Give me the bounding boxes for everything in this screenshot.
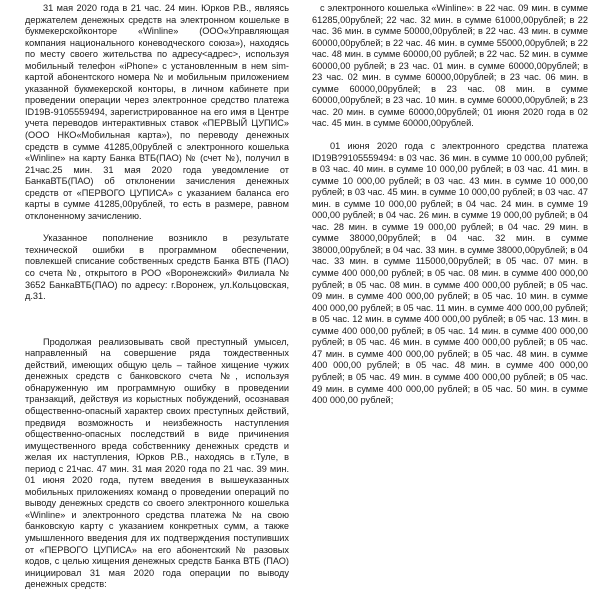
- paragraph-technical-error: Указанное пополнение возникло в результате технической ошибки в программном обеспечении, повлекшей списание собственных средств Банка ВТБ (ПАО) со счета №, открытого в РОО «Воронежский» Филиала № 3652 БанкаВТБ(ПАО) по адресу: г.Воронеж, ул.Кольцовская, д.31.: [25, 233, 289, 302]
- right-column: [312, 3, 588, 407]
- paragraph-payment-withdrawals: 01 июня 2020 года с электронного средства платежа ID19В?9105559494: в 03 час. 36 мин. в сумме 10 000,00 рублей; в 03 час. 40 мин. в сумме 10 000,00 рублей; в 03 час. 41 мин. в сумме 10 000,00 рублей; в 03 час. 43 мин. в сумме 10 000,00 рублей; в 03 час. 45 мин. в сумме 10 000,00 рублей; в 03 час. 47 мин. в сумме 10 000,00 рублей; в 04 час. 24 мин. в сумме 19 000,00 рублей; в 04 час. 26 мин. в сумме 19 000,00 рублей; в 04 час. 28 мин. в сумме 19 000,00 рублей; в 04 час. 29 мин. в сумме 38000,00рублей; в 04 час. 32 мин. в сумме 38000,00рублей; в 04 час. 33 мин. в сумме 38000,00рублей; в 04 час. 33 мин. в сумме 115000,00рублей; в 05 час. 07 мин. в сумме 400 000,00 рублей; в 05 час. 08 мин. в сумме 400 000,00 рублей; в 05 час. 08 мин. в сумме 400 000,00 рублей; в 05 час. 09 мин. в сумме 400 000,00 рублей; в 05 час. 10 мин. в сумме 400 000,00 рублей; в 05 час. 11 мин. в сумме 400 000,00 рублей; в 05 час. 12 мин. в сумме 400 000,00 рублей; в 05 час. 13 мин. в сумме 400 000,00 рублей; в 05 час. 14 мин. в сумме 400 000,00 рублей; в 05 час. 46 мин. в сумме 400 000,00 рублей; в 05 час. 47 мин. в сумме 400 000,00 рублей; в 05 час. 48 мин. в сумме 400 000,00 рублей; в 05 час. 48 мин. в сумме 400 000,00 рублей; в 05 час. 49 мин. в сумме 400 000,00 рублей; в 05 час. 49 мин. в сумме 400 000,00 рублей; в 05 час. 50 мин. в сумме 400 000,00 рублей;: [312, 141, 588, 406]
- paragraph-wallet-withdrawals: с электронного кошелька «Winline»: в 22 час. 09 мин. в сумме 61285,00рублей; 22 час. 32 мин. в сумме 61000,00рублей; в 22 час. 36 мин. в сумме 50000,00рублей; в 22 час. 43 мин. в сумме 60000,00рублей; в 22 час. 46 мин. в сумме 55000,00рублей; в 22 час. 48 мин. в сумме 60000,00 рублей; в 22 час. 52 мин. в сумме 60000,00 рублей; в 23 час. 01 мин. в сумме 60000,00рублей; в 23 час. 02 мин. в сумме 60000,00рублей; в 23 час. 06 мин. в сумме 60000,00рублей; в 23 час. 08 мин. в сумме 60000,00рублей; в 23 час. 10 мин. в сумме 60000,00рублей; в 23 час. 20 мин. в сумме 60000,00рублей; 01 июня 2020 года в 02 час. 45 мин. в сумме 60000,00рублей.: [312, 3, 588, 129]
- left-column: [25, 3, 289, 591]
- paragraph-criminal-intent: Продолжая реализовывать свой преступный умысел, направленный на совершение ряда тождественных действий, имеющих общую цель – тайное хищение чужих денежных средств с банковского счета №, используя обнаруженную им программную ошибку в проведении транзакций, действуя из корыстных побуждений, осознавая общественно-опасный характер своих преступных действий, предвидя возможность и неизбежность наступления общественно-опасных последствий в виде причинения имущественного вреда собственнику денежных средств и желая их наступления, Юрков Р.В., находясь в г.Туле, в период с 21час. 47 мин. 31 мая 2020 года по 21 час. 39 мин. 01 июня 2020 года, путем введения в вышеуказанных мобильных приложениях команд о проведении операций по выводу денежных средств со своего электронного кошелька «Winline» и электронного средства платежа № на свою банковскую карту с указанием конкретных сумм, а также умышленного введения для их подтверждения поступивших от «ПЕРВОГО ЦУПИСА» на его абонентский № разовых кодов, с целью хищения денежных средств Банка ВТБ (ПАО) инициировал 31 мая 2020 года операции по выводу денежных средств:: [25, 336, 289, 590]
- paragraph-account-holder: 31 мая 2020 года в 21 час. 24 мин. Юрков Р.В., являясь держателем денежных средств на электронном кошельке в букмекерскойконторе «Winline» (ООО«Управляющая компания национального коневодческого союза»), находясь по месту своего жительства по адресу<адрес>, используя мобильный телефон «iPhone» с установленным в нем sim-картой абонентского номера № и мобильным приложением указанной букмекерской конторы, в личном кабинете при проведении операции через электронное средство платежа ID19В-9105559494, зарегистрированное на его имя в Центре учета переводов интерактивных ставок «ПЕРВЫЙ ЦУПИС» (ООО НКО«Мобильная карта»), по переводу денежных средств в сумме 41285,00рублей с электронного кошелька «Winline» на карту Банка ВТБ(ПАО) № (счет №), получил в 21час.25 мин. 31 мая 2020 года уведомление от БанкаВТБ(ПАО) об отклонении зачисления денежных средств от «ПЕРВОГО ЦУПИСА» с указанием баланса его карты в сумме 41285,00рублей, то есть в размере, равном отклоненному зачислению.: [25, 3, 289, 221]
